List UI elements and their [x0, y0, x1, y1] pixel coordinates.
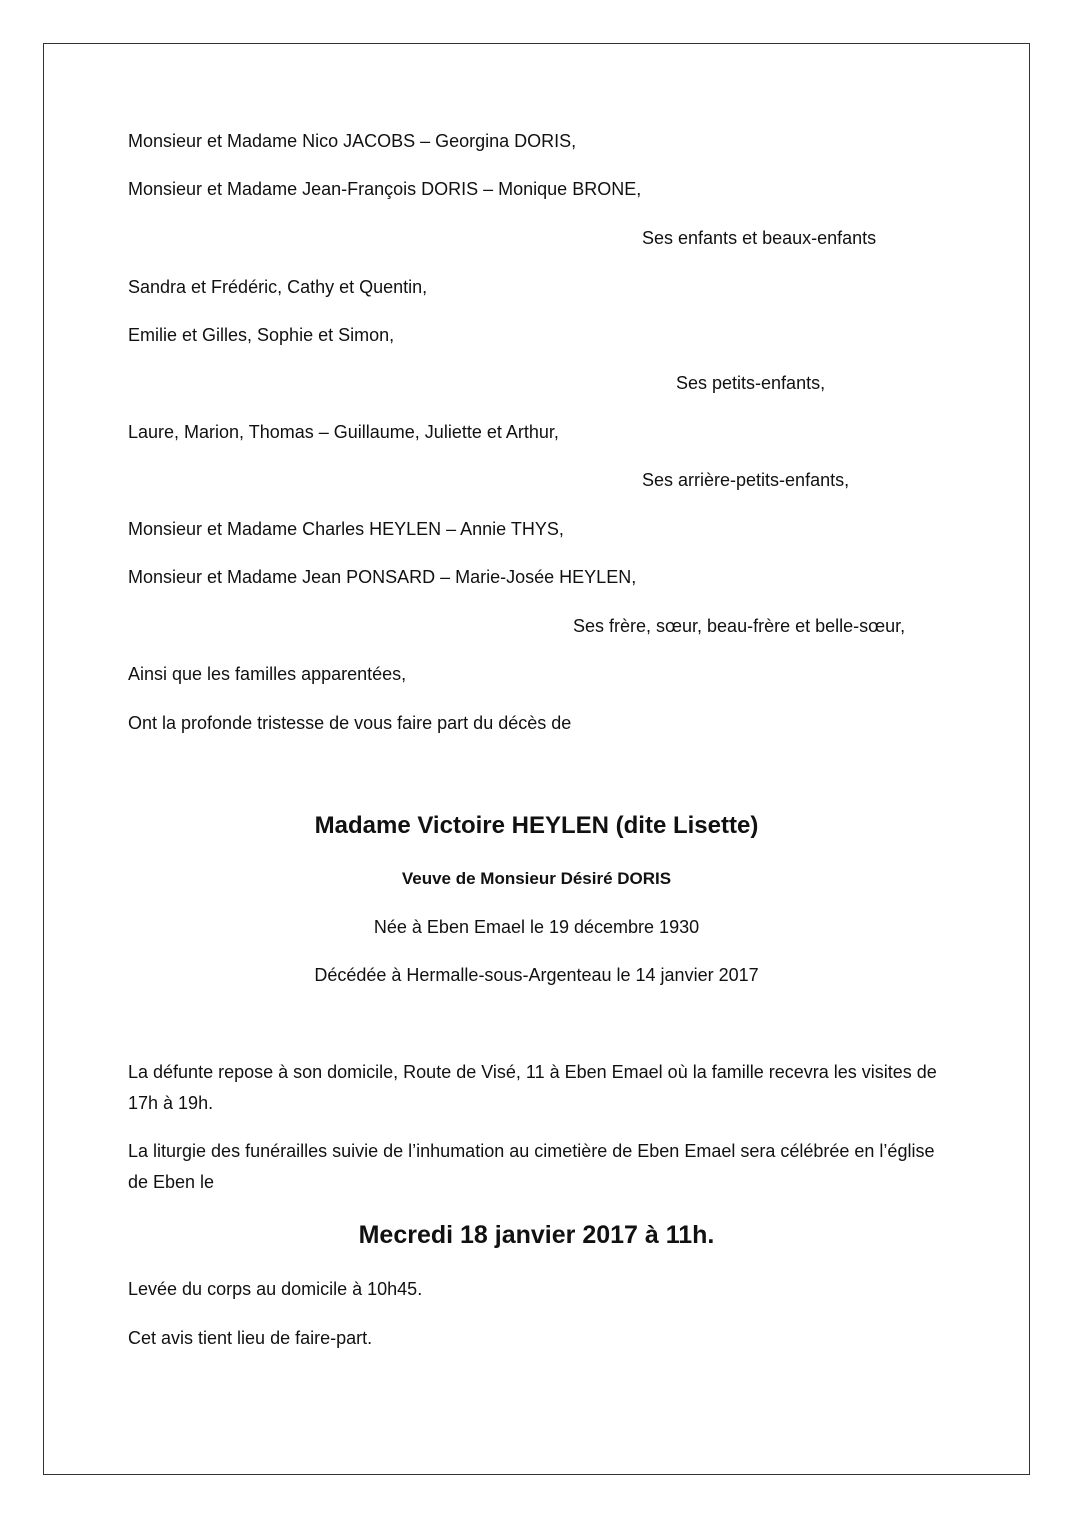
removal-info: Levée du corps au domicile à 10h45.	[128, 1279, 423, 1299]
liturgy-info: La liturgie des funérailles suivie de l’inhumation au cimetière de Eben Emael sera célébrée en l’église de Eben le	[128, 1141, 935, 1192]
siblings-line-2: Monsieur et Madame Jean PONSARD – Marie-Josée HEYLEN,	[128, 567, 637, 587]
birth-info: Née à Eben Emael le 19 décembre 1930	[373, 917, 700, 937]
grandchildren-label: Ses petits-enfants,	[676, 373, 826, 393]
siblings-line-1: Monsieur et Madame Charles HEYLEN – Annie THYS,	[128, 519, 564, 539]
ceremony-date: Mecredi 18 janvier 2017 à 11h.	[358, 1221, 715, 1249]
notice-text: Cet avis tient lieu de faire-part.	[128, 1328, 373, 1348]
children-label: Ses enfants et beaux-enfants	[642, 228, 877, 248]
widow-of: Veuve de Monsieur Désiré DORIS	[401, 869, 672, 888]
page-border	[43, 43, 1030, 1475]
grandchildren-line-2: Emilie et Gilles, Sophie et Simon,	[128, 325, 395, 345]
children-line-1: Monsieur et Madame Nico JACOBS – Georgina DORIS,	[128, 131, 577, 151]
children-line-2: Monsieur et Madame Jean-François DORIS – Monique BRONE,	[128, 179, 642, 199]
related-families: Ainsi que les familles apparentées,	[128, 664, 407, 684]
death-info: Décédée à Hermalle-sous-Argenteau le 14 janvier 2017	[314, 965, 759, 985]
siblings-label: Ses frère, sœur, beau-frère et belle-sœur,	[573, 616, 906, 636]
announcement-text: Ont la profonde tristesse de vous faire part du décès de	[128, 713, 572, 733]
great-grandchildren-label: Ses arrière-petits-enfants,	[642, 470, 850, 490]
great-grandchildren-line: Laure, Marion, Thomas – Guillaume, Juliette et Arthur,	[128, 422, 559, 442]
grandchildren-line-1: Sandra et Frédéric, Cathy et Quentin,	[128, 277, 428, 297]
rest-info: La défunte repose à son domicile, Route de Visé, 11 à Eben Emael où la famille recevra les visites de 17h à 19h.	[128, 1062, 937, 1113]
deceased-name: Madame Victoire HEYLEN (dite Lisette)	[314, 812, 759, 839]
